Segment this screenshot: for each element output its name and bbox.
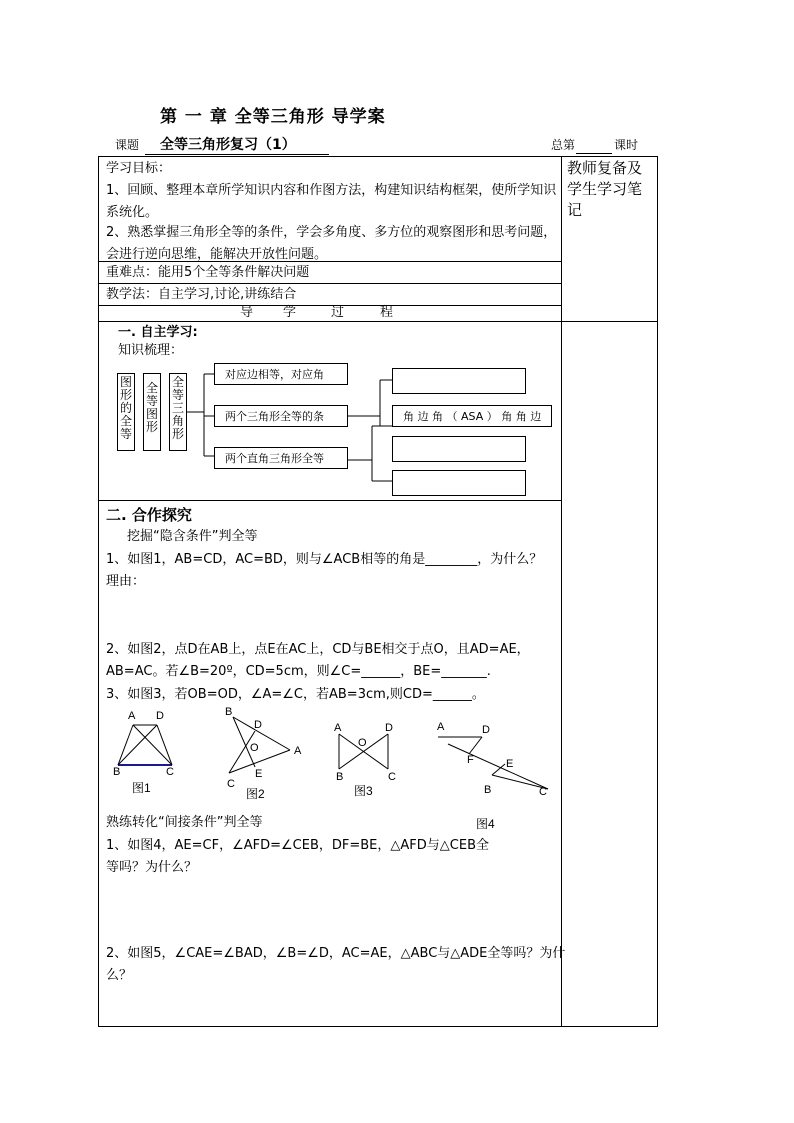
question-5-line1: 2、如图5，∠CAE=∠BAD，∠B=∠D，AC=AE，△ABC与△ADE全等吗？为什 — [106, 946, 566, 961]
tree-box-corresponding: 对应边相等，对应角 — [214, 363, 348, 385]
fig3-label-A: A — [334, 722, 342, 734]
fig3-caption: 图3 — [354, 784, 373, 798]
teaching-methods: 教学法：自主学习,讨论,讲练结合 — [106, 287, 297, 302]
total-suffix: 课时 — [614, 138, 639, 152]
objectives-heading: 学习目标： — [106, 161, 172, 176]
fig4-label-E: E — [506, 758, 514, 770]
page-title: 第 一 章 全等三角形 导学案 — [160, 107, 386, 127]
tree-box-triangle-conditions: 两个三角形全等的条 — [214, 405, 348, 427]
fig2-label-B: B — [225, 706, 233, 718]
topic-underline — [145, 154, 329, 155]
question-2-line2: AB=AC。若∠B=20º，CD=5cm，则∠C=______，BE=_______. — [106, 664, 491, 679]
key-points: 重难点：能用5个全等条件解决问题 — [106, 265, 310, 280]
tree-congruent-figures: 全等图形 — [143, 373, 161, 451]
question-3: 3、如图3，若OB=OD，∠A=∠C，若AB=3cm,则CD=______。 — [106, 687, 485, 702]
fig1-label-C: C — [166, 766, 174, 778]
fig1-label-D: D — [156, 710, 164, 722]
fig4-label-B: B — [484, 784, 492, 796]
objective-2: 2、熟悉掌握三角形全等的条件，学会多角度、多方位的观察图形和思考问题，会进行逆向思维，能解决开放性问题。 — [106, 225, 557, 262]
question-4-line2: 等吗？为什么？ — [106, 860, 198, 875]
fig4-caption: 图4 — [476, 817, 495, 831]
question-1-reason: 理由： — [106, 574, 146, 589]
tree-blank-2[interactable] — [392, 436, 526, 462]
fig2-label-E: E — [255, 768, 263, 780]
topic-title: 全等三角形复习（1） — [160, 137, 296, 153]
tree-box-right-triangle: 两个直角三角形全等 — [214, 447, 348, 469]
teacher-notes-heading: 教师复备及学生学习笔记 — [567, 159, 643, 219]
process-char-2: 学 — [283, 305, 297, 320]
tree-blank-1[interactable] — [392, 368, 526, 394]
fig2-label-A: A — [294, 745, 302, 757]
tree-congruent-triangles: 全等三角形 — [169, 373, 187, 451]
total-prefix: 总第 — [551, 138, 576, 152]
tree-blank-3[interactable] — [392, 470, 526, 496]
fig1-label-A: A — [128, 710, 136, 722]
fig3-label-D: D — [385, 722, 393, 734]
section2-heading: 二. 合作探究 — [106, 506, 192, 524]
section1-heading: 一. 自主学习: — [118, 325, 198, 340]
tree-figure-congruence: 图形的全等 — [117, 373, 135, 451]
section2-sub1: 挖掘“隐含条件”判全等 — [127, 529, 258, 544]
question-2-line1: 2、如图2，点D在AB上，点E在AC上，CD与BE相交于点O，且AD=AE， — [106, 642, 530, 657]
fig3-label-B: B — [336, 771, 344, 783]
question-1: 1、如图1，AB=CD，AC=BD，则与∠ACB相等的角是________，为什么？ — [106, 552, 543, 567]
fig3-label-O: O — [358, 737, 367, 749]
fig4-label-D: D — [482, 724, 490, 736]
section1-subheading: 知识梳理： — [118, 343, 184, 358]
objective-1: 1、回顾、整理本章所学知识内容和作图方法，构建知识结构框架，使所学知识系统化。 — [106, 183, 557, 220]
process-char-3: 过 — [331, 305, 345, 320]
column-divider — [561, 156, 562, 1027]
process-char-4: 程 — [380, 305, 394, 320]
fig1-label-B: B — [113, 766, 121, 778]
question-4-line1: 1、如图4，AE=CF，∠AFD=∠CEB，DF=BE，△AFD与△CEB全 — [106, 838, 489, 853]
tree-box-asa: 角 边 角 （ ASA ） 角 角 边 — [392, 405, 552, 427]
fig4-label-A: A — [437, 721, 445, 733]
fig3-label-C: C — [388, 771, 396, 783]
fig4-label-F: F — [467, 754, 474, 766]
fig1-caption: 图1 — [132, 781, 151, 795]
process-char-1: 导 — [240, 305, 254, 320]
topic-label: 课题 — [115, 138, 140, 152]
fig2-label-D: D — [254, 719, 262, 731]
fig2-label-O: O — [250, 742, 259, 754]
question-5-line2: 么？ — [106, 968, 133, 983]
fig4-label-C: C — [539, 786, 547, 798]
fig2-caption: 图2 — [246, 787, 265, 801]
fig2-label-C: C — [227, 778, 235, 790]
total-blank — [576, 153, 612, 154]
section2-sub2: 熟练转化“间接条件”判全等 — [106, 815, 263, 830]
row-divider-5 — [98, 500, 561, 501]
